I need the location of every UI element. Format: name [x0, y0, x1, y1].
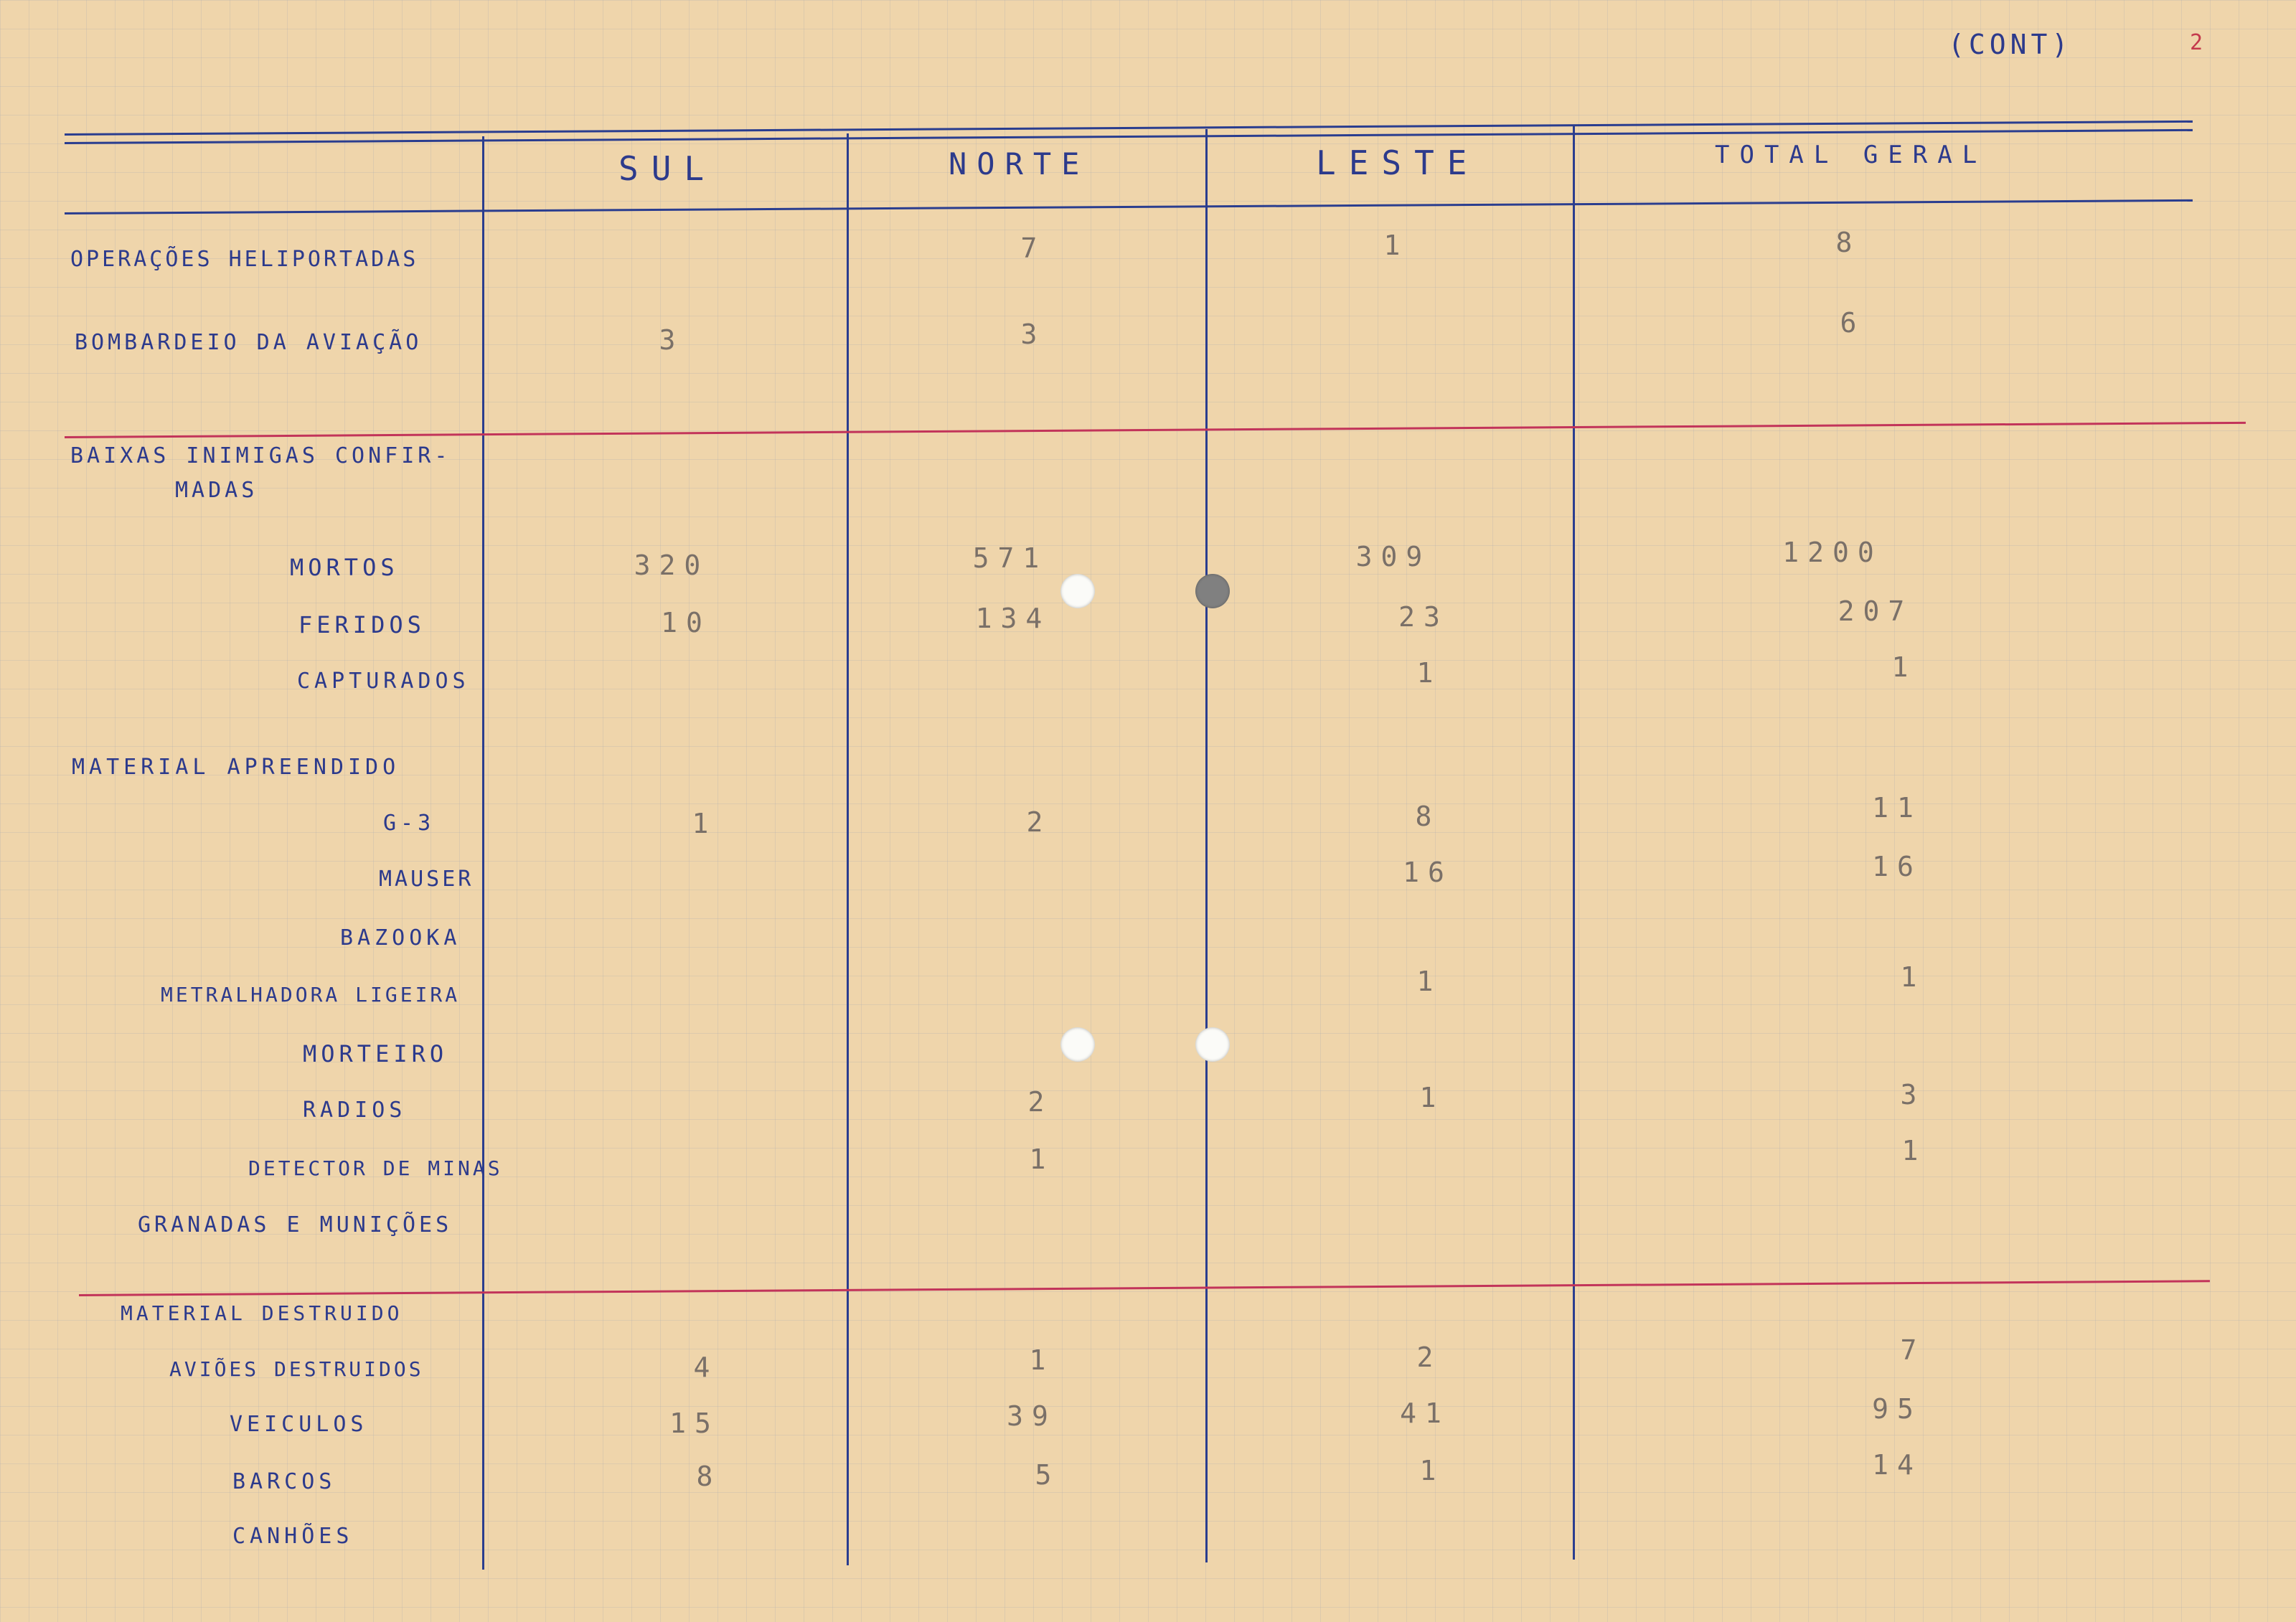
cell-mortos-norte: 571 [972, 542, 1048, 574]
continuation-note: (CONT) [1948, 29, 2073, 60]
cell-feridos-total: 207 [1838, 595, 1914, 627]
cell-barcos-norte: 5 [1035, 1459, 1060, 1491]
cell-detector-total: 1 [1901, 1135, 1927, 1166]
cell-mauser-total: 16 [1872, 851, 1922, 882]
cell-barcos-leste: 1 [1419, 1455, 1445, 1486]
cell-feridos-sul: 10 [661, 607, 711, 638]
page-number: 2 [2190, 30, 2203, 55]
cell-metralhadora-total: 1 [1900, 961, 1926, 993]
cell-veiculos-norte: 39 [1007, 1400, 1057, 1432]
cell-g3-leste: 8 [1415, 801, 1441, 832]
column-rule-4 [1573, 126, 1575, 1560]
row-label-operacoes-heliportadas: OPERAÇÕES HELIPORTADAS [70, 247, 419, 272]
row-label-metralhadora: METRALHADORA LIGEIRA [161, 983, 461, 1006]
row-label-mauser: MAUSER [379, 867, 474, 892]
column-header-norte: NORTE [949, 146, 1090, 181]
cell-metralhadora-leste: 1 [1416, 966, 1442, 997]
cell-barcos-sul: 8 [696, 1461, 722, 1492]
column-rule-1 [482, 136, 484, 1570]
cell-mortos-leste: 309 [1355, 541, 1431, 572]
column-header-leste: LESTE [1316, 143, 1480, 182]
cell-operacoes-norte: 7 [1020, 232, 1046, 264]
cell-mortos-sul: 320 [634, 550, 710, 581]
column-rule-2 [847, 133, 849, 1565]
row-label-canhoes: CANHÕES [232, 1524, 354, 1549]
row-label-bombardeio: BOMBARDEIO DA AVIAÇÃO [75, 330, 423, 355]
cell-capturados-total: 1 [1891, 651, 1917, 683]
row-label-feridos: FERIDOS [298, 611, 425, 638]
row-label-veiculos: VEICULOS [230, 1412, 368, 1437]
cell-bombardeio-norte: 3 [1020, 319, 1046, 350]
cell-g3-norte: 2 [1026, 806, 1052, 838]
row-label-material-apreendido: MATERIAL APREENDIDO [72, 755, 400, 780]
cell-mortos-total: 1200 [1782, 537, 1883, 568]
row-label-baixas-cont: MADAS [175, 478, 258, 503]
column-rule-3 [1205, 129, 1208, 1562]
cell-g3-sul: 1 [692, 808, 718, 839]
row-label-avioes-destruidos: AVIÕES DESTRUIDOS [169, 1357, 424, 1381]
row-label-detector-de-minas: DETECTOR DE MINAS [248, 1156, 503, 1180]
cell-veiculos-total: 95 [1872, 1393, 1922, 1425]
row-label-radios: RADIOS [303, 1098, 407, 1123]
row-label-material-destruido: MATERIAL DESTRUIDO [121, 1301, 403, 1325]
row-label-baixas-inimigas: BAIXAS INIMIGAS CONFIR- [70, 443, 451, 468]
punch-hole [1060, 1027, 1095, 1062]
punch-hole [1195, 1027, 1230, 1062]
punch-hole [1195, 574, 1230, 608]
column-header-total-geral: TOTAL GERAL [1715, 141, 1987, 169]
cell-capturados-leste: 1 [1416, 657, 1442, 689]
row-label-capturados: CAPTURADOS [297, 669, 470, 694]
cell-veiculos-leste: 41 [1400, 1397, 1450, 1429]
cell-operacoes-leste: 1 [1383, 230, 1409, 261]
cell-veiculos-sul: 15 [669, 1408, 720, 1439]
column-header-sul: SUL [618, 149, 718, 188]
cell-avioes-norte: 1 [1029, 1344, 1055, 1376]
cell-radios-total: 3 [1900, 1079, 1926, 1111]
cell-feridos-norte: 134 [975, 603, 1051, 634]
cell-avioes-sul: 4 [693, 1352, 719, 1383]
row-label-mortos: MORTOS [290, 554, 399, 581]
cell-avioes-total: 7 [1900, 1334, 1926, 1366]
cell-mauser-leste: 16 [1403, 857, 1453, 888]
row-label-g3: G-3 [383, 811, 436, 836]
cell-avioes-leste: 2 [1416, 1342, 1442, 1373]
cell-radios-leste: 1 [1419, 1082, 1445, 1113]
row-label-granadas: GRANADAS E MUNIÇÕES [138, 1212, 453, 1237]
row-label-barcos: BARCOS [232, 1469, 337, 1494]
row-label-morteiro: MORTEIRO [303, 1040, 448, 1067]
row-label-bazooka: BAZOOKA [340, 925, 461, 951]
cell-operacoes-total: 8 [1835, 227, 1861, 258]
cell-radios-norte: 2 [1027, 1086, 1053, 1118]
cell-feridos-leste: 23 [1398, 601, 1449, 633]
cell-bombardeio-sul: 3 [659, 324, 684, 356]
cell-bombardeio-total: 6 [1840, 307, 1866, 339]
cell-detector-norte: 1 [1029, 1144, 1055, 1175]
cell-barcos-total: 14 [1872, 1449, 1922, 1481]
cell-g3-total: 11 [1872, 792, 1922, 824]
